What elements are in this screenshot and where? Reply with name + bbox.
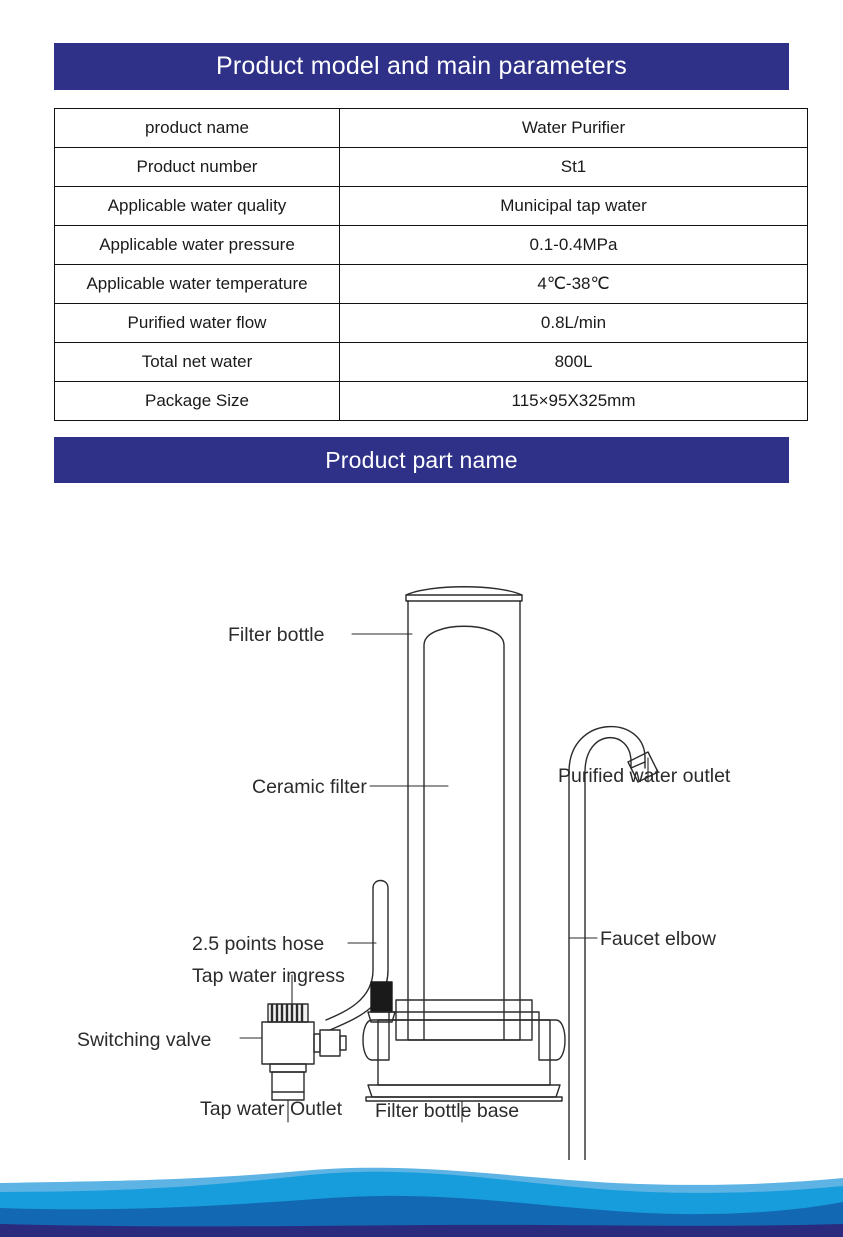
ceramic-filter-shape [424,626,504,1040]
spec-value: 800L [340,343,808,382]
label-filter-bottle: Filter bottle [228,624,325,646]
section-banner-part-name-label: Product part name [325,446,518,473]
footer-wave-decoration [0,1140,843,1237]
table-row [55,343,808,382]
spec-key: Applicable water quality [55,187,340,226]
callout-leader-lines [240,634,648,1122]
spec-value: 0.8L/min [340,304,808,343]
table-row [55,382,808,421]
filter-bottle-base-shape [363,1000,565,1101]
specification-table [54,108,808,421]
label-hose: 2.5 points hose [192,933,325,955]
section-banner-parameters-label: Product model and main parameters [216,52,627,80]
spec-value: 0.1-0.4MPa [340,226,808,265]
spec-value: Municipal tap water [340,187,808,226]
label-switching-valve: Switching valve [77,1029,212,1051]
label-ceramic-filter: Ceramic filter [252,776,367,798]
spec-key: Applicable water pressure [55,226,340,265]
section-banner-parameters [54,43,789,90]
spec-key: Applicable water temperature [55,265,340,304]
spec-value: 115×95X325mm [340,382,808,421]
table-row [55,304,808,343]
label-purified-water-outlet: Purified water outlet [558,765,731,787]
hose-shape [326,881,395,1031]
section-banner-part-name [54,437,789,483]
spec-key: product name [55,109,340,148]
label-tap-water-outlet: Tap water Outlet [200,1098,342,1120]
table-row [55,109,808,148]
label-filter-bottle-base: Filter bottle base [375,1100,520,1122]
spec-value: Water Purifier [340,109,808,148]
table-row [55,187,808,226]
table-row [55,226,808,265]
table-row [55,148,808,187]
switching-valve-shape [262,1004,346,1100]
table-row [55,265,808,304]
spec-key: Purified water flow [55,304,340,343]
spec-key: Total net water [55,343,340,382]
spec-key: Product number [55,148,340,187]
label-faucet-elbow: Faucet elbow [600,928,716,950]
spec-value: 4℃-38℃ [340,265,808,304]
spec-value: St1 [340,148,808,187]
product-part-diagram [0,500,843,1160]
label-tap-water-ingress: Tap water ingress [192,965,345,987]
spec-key: Package Size [55,382,340,421]
